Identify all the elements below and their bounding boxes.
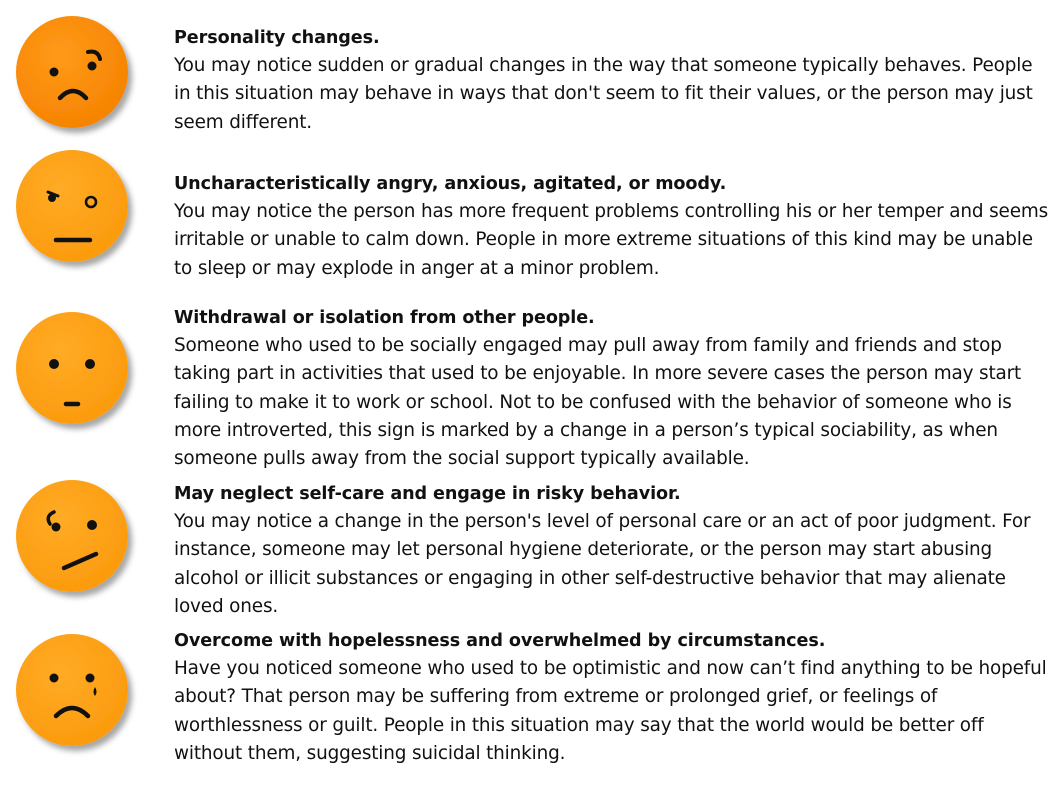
sign-title: Uncharacteristically angry, anxious, agitated, or moody. bbox=[174, 174, 727, 194]
sign-text bbox=[174, 170, 1049, 283]
worried-face-icon bbox=[14, 14, 134, 136]
skeptical-face-icon bbox=[14, 478, 134, 600]
withdrawn-face-icon bbox=[14, 310, 134, 432]
sign-title: Personality changes. bbox=[174, 28, 380, 48]
sign-text bbox=[174, 304, 1049, 473]
sign-description: You may notice the person has more frequent problems controlling his or her temper and seems irritable or unable to calm down. People in more extreme situations of this kind may be unable to sleep or may explode in anger at a minor problem. bbox=[174, 201, 1049, 279]
sign-text bbox=[174, 480, 1049, 621]
sign-description: You may notice a change in the person's level of personal care or an act of poor judgment. For instance, someone may let personal hygiene deteriorate, or the person may start abusing alcohol or illicit substances or engaging in other self-destructive behavior that may alienate loved ones. bbox=[174, 511, 1031, 617]
sign-title: Overcome with hopelessness and overwhelmed by circumstances. bbox=[174, 631, 826, 651]
sign-title: May neglect self-care and engage in risky behavior. bbox=[174, 484, 681, 504]
sign-text bbox=[174, 627, 1049, 768]
sign-title: Withdrawal or isolation from other people. bbox=[174, 308, 595, 328]
sign-description: You may notice sudden or gradual changes in the way that someone typically behaves. People in this situation may behave in ways that don't seem to fit their values, or the person may just seem different. bbox=[174, 55, 1033, 133]
crying-face-icon bbox=[14, 632, 134, 754]
sign-description: Someone who used to be socially engaged may pull away from family and friends and stop taking part in activities that used to be enjoyable. In more severe cases the person may start failing to make it to work or school. Not to be confused with the behavior of someone who is more introverted, this sign is marked by a change in a person’s typical sociability, as when someone pulls away from the social support typically available. bbox=[174, 335, 1022, 470]
sign-description: Have you noticed someone who used to be optimistic and now can’t find anything to be hopeful about? That person may be suffering from extreme or prolonged grief, or feelings of worthlessness or guilt. People in this situation may say that the world would be better off without them, suggesting suicidal thinking. bbox=[174, 658, 1047, 764]
sign-text bbox=[174, 24, 1049, 137]
annoyed-face-icon bbox=[14, 148, 134, 270]
